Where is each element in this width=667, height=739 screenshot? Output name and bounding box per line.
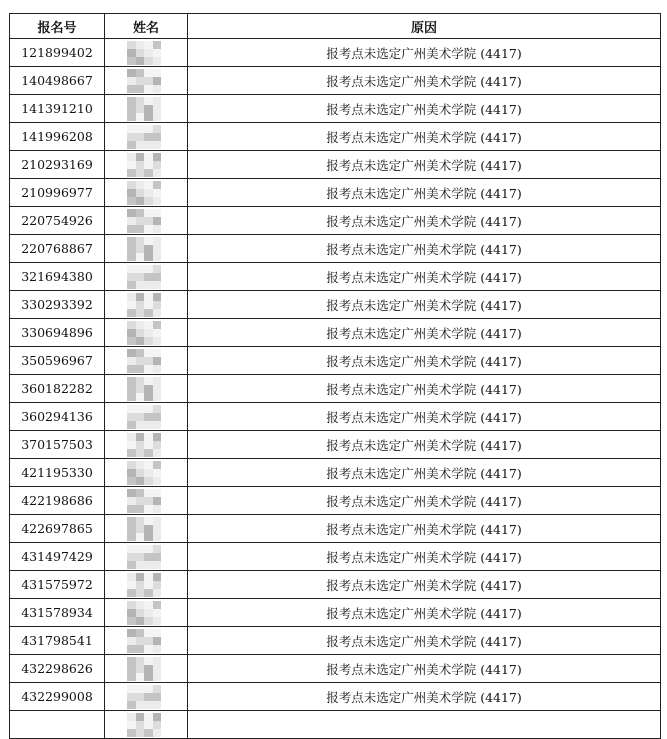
redacted-name-mosaic (127, 293, 161, 317)
table-row (10, 599, 661, 627)
reg-no-cell: 360294136 (10, 403, 105, 431)
redacted-name-mosaic (127, 153, 161, 177)
table-row (10, 123, 661, 151)
table-row (10, 683, 661, 711)
redacted-name-mosaic (127, 41, 161, 65)
name-cell (105, 487, 188, 515)
reg-no-cell: 422198686 (10, 487, 105, 515)
table-row (10, 319, 661, 347)
table-row (10, 235, 661, 263)
table-row (10, 207, 661, 235)
reason-cell: 报考点未选定广州美术学院 (4417) (188, 235, 661, 263)
name-cell (105, 67, 188, 95)
redacted-name-mosaic (127, 601, 161, 625)
table-row (10, 39, 661, 67)
reg-no-cell: 141996208 (10, 123, 105, 151)
redacted-name-mosaic (127, 209, 161, 233)
reason-cell: 报考点未选定广州美术学院 (4417) (188, 263, 661, 291)
table-row (10, 67, 661, 95)
redacted-name-mosaic (127, 573, 161, 597)
reg-no-cell: 350596967 (10, 347, 105, 375)
header-name: 姓名 (105, 14, 188, 39)
name-cell (105, 543, 188, 571)
name-cell (105, 263, 188, 291)
reason-cell: 报考点未选定广州美术学院 (4417) (188, 627, 661, 655)
name-cell (105, 151, 188, 179)
redacted-name-mosaic (127, 461, 161, 485)
name-cell (105, 599, 188, 627)
redacted-name-mosaic (127, 713, 161, 737)
reason-cell: 报考点未选定广州美术学院 (4417) (188, 39, 661, 67)
reg-no-cell: 330293392 (10, 291, 105, 319)
reason-cell: 报考点未选定广州美术学院 (4417) (188, 515, 661, 543)
reason-cell: 报考点未选定广州美术学院 (4417) (188, 67, 661, 95)
table-row (10, 179, 661, 207)
table-row (10, 375, 661, 403)
name-cell (105, 711, 188, 739)
reg-no-cell: 210996977 (10, 179, 105, 207)
reg-no-cell: 432298626 (10, 655, 105, 683)
reason-cell: 报考点未选定广州美术学院 (4417) (188, 487, 661, 515)
reason-cell: 报考点未选定广州美术学院 (4417) (188, 459, 661, 487)
name-cell (105, 123, 188, 151)
redacted-name-mosaic (127, 321, 161, 345)
reason-cell: 报考点未选定广州美术学院 (4417) (188, 375, 661, 403)
candidate-table (9, 13, 661, 739)
redacted-name-mosaic (127, 629, 161, 653)
name-cell (105, 319, 188, 347)
reg-no-cell: 431497429 (10, 543, 105, 571)
reg-no-cell: 140498667 (10, 67, 105, 95)
header-row (10, 14, 661, 39)
reg-no-cell: 220768867 (10, 235, 105, 263)
redacted-name-mosaic (127, 125, 161, 149)
table-row (10, 571, 661, 599)
name-cell (105, 179, 188, 207)
redacted-name-mosaic (127, 405, 161, 429)
table-row (10, 431, 661, 459)
name-cell (105, 291, 188, 319)
table-row (10, 459, 661, 487)
table-row (10, 655, 661, 683)
table-row (10, 403, 661, 431)
header-reg-no: 报名号 (10, 14, 105, 39)
reg-no-cell: 370157503 (10, 431, 105, 459)
reg-no-cell: 431578934 (10, 599, 105, 627)
name-cell (105, 683, 188, 711)
redacted-name-mosaic (127, 545, 161, 569)
table-row (10, 151, 661, 179)
table-row (10, 487, 661, 515)
name-cell (105, 95, 188, 123)
redacted-name-mosaic (127, 69, 161, 93)
header-reason: 原因 (188, 14, 661, 39)
name-cell (105, 655, 188, 683)
redacted-name-mosaic (127, 657, 161, 681)
reason-cell: 报考点未选定广州美术学院 (4417) (188, 95, 661, 123)
reason-cell: 报考点未选定广州美术学院 (4417) (188, 319, 661, 347)
name-cell (105, 571, 188, 599)
table-row (10, 263, 661, 291)
reg-no-cell: 330694896 (10, 319, 105, 347)
reg-no-cell: 431575972 (10, 571, 105, 599)
reg-no-cell: 432299008 (10, 683, 105, 711)
table-row (10, 627, 661, 655)
redacted-name-mosaic (127, 237, 161, 261)
reason-cell: 报考点未选定广州美术学院 (4417) (188, 123, 661, 151)
reason-cell: 报考点未选定广州美术学院 (4417) (188, 403, 661, 431)
name-cell (105, 39, 188, 67)
reg-no-cell: 220754926 (10, 207, 105, 235)
redacted-name-mosaic (127, 377, 161, 401)
reason-cell: 报考点未选定广州美术学院 (4417) (188, 151, 661, 179)
redacted-name-mosaic (127, 97, 161, 121)
name-cell (105, 627, 188, 655)
reg-no-cell: 360182282 (10, 375, 105, 403)
reason-cell: 报考点未选定广州美术学院 (4417) (188, 571, 661, 599)
reason-cell: 报考点未选定广州美术学院 (4417) (188, 543, 661, 571)
reason-cell: 报考点未选定广州美术学院 (4417) (188, 179, 661, 207)
reason-cell: 报考点未选定广州美术学院 (4417) (188, 655, 661, 683)
redacted-name-mosaic (127, 349, 161, 373)
table-row (10, 515, 661, 543)
redacted-name-mosaic (127, 685, 161, 709)
reason-cell: 报考点未选定广州美术学院 (4417) (188, 683, 661, 711)
reg-no-cell: 321694380 (10, 263, 105, 291)
reason-cell (188, 711, 661, 739)
table-row (10, 291, 661, 319)
redacted-name-mosaic (127, 181, 161, 205)
name-cell (105, 403, 188, 431)
reg-no-cell: 141391210 (10, 95, 105, 123)
reason-cell: 报考点未选定广州美术学院 (4417) (188, 207, 661, 235)
table-body (10, 39, 661, 739)
reg-no-cell: 421195330 (10, 459, 105, 487)
name-cell (105, 347, 188, 375)
table-row (10, 95, 661, 123)
reason-cell: 报考点未选定广州美术学院 (4417) (188, 291, 661, 319)
name-cell (105, 207, 188, 235)
table-row (10, 711, 661, 739)
name-cell (105, 375, 188, 403)
table-row (10, 347, 661, 375)
table-row (10, 543, 661, 571)
reg-no-cell (10, 711, 105, 739)
reg-no-cell: 210293169 (10, 151, 105, 179)
name-cell (105, 459, 188, 487)
redacted-name-mosaic (127, 433, 161, 457)
name-cell (105, 515, 188, 543)
name-cell (105, 235, 188, 263)
redacted-name-mosaic (127, 489, 161, 513)
redacted-name-mosaic (127, 265, 161, 289)
redacted-name-mosaic (127, 517, 161, 541)
reg-no-cell: 121899402 (10, 39, 105, 67)
reason-cell: 报考点未选定广州美术学院 (4417) (188, 599, 661, 627)
reg-no-cell: 431798541 (10, 627, 105, 655)
reason-cell: 报考点未选定广州美术学院 (4417) (188, 431, 661, 459)
reg-no-cell: 422697865 (10, 515, 105, 543)
reason-cell: 报考点未选定广州美术学院 (4417) (188, 347, 661, 375)
name-cell (105, 431, 188, 459)
